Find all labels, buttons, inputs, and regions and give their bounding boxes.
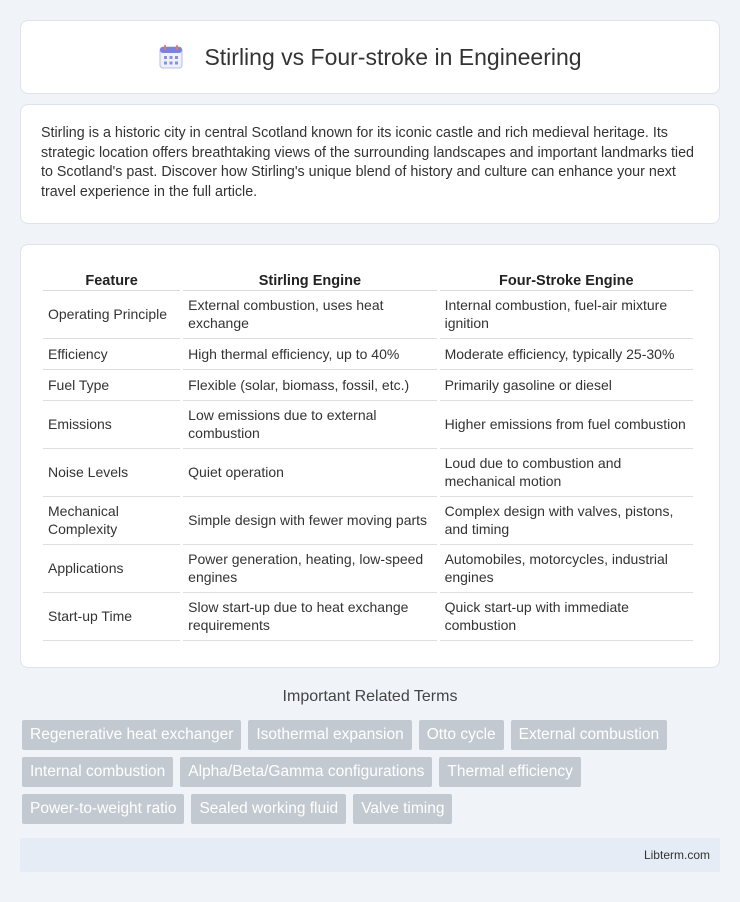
term-tag[interactable]: Sealed working fluid [191, 794, 346, 824]
table-cell: Primarily gasoline or diesel [440, 370, 693, 401]
term-tag[interactable]: Thermal efficiency [439, 757, 580, 787]
column-header: Stirling Engine [183, 265, 436, 291]
footer-site-link[interactable]: Libterm.com [643, 848, 710, 862]
table-row [43, 370, 693, 401]
table-cell: Slow start-up due to heat exchange requirements [183, 593, 436, 641]
footer [20, 838, 720, 872]
table-cell: Emissions [43, 401, 180, 449]
table-cell: Simple design with fewer moving parts [183, 497, 436, 545]
table-cell: Complex design with valves, pistons, and timing [440, 497, 693, 545]
comparison-table [40, 265, 696, 641]
table-cell: Efficiency [43, 339, 180, 370]
table-cell: Quick start-up with immediate combustion [440, 593, 693, 641]
table-header-row [43, 265, 693, 291]
table-row [43, 339, 693, 370]
table-cell: High thermal efficiency, up to 40% [183, 339, 436, 370]
intro-card [20, 104, 720, 224]
page-title: Stirling vs Four-stroke in Engineering [204, 43, 582, 70]
table-cell: Automobiles, motorcycles, industrial engines [440, 545, 693, 593]
table-cell: Higher emissions from fuel combustion [440, 401, 693, 449]
table-row [43, 401, 693, 449]
calendar-icon [158, 44, 184, 70]
table-cell: Internal combustion, fuel-air mixture ignition [440, 291, 693, 339]
term-tag[interactable]: Valve timing [353, 794, 452, 824]
table-cell: Low emissions due to external combustion [183, 401, 436, 449]
table-cell: External combustion, uses heat exchange [183, 291, 436, 339]
related-terms-heading: Important Related Terms [282, 688, 458, 705]
intro-text: Stirling is a historic city in central Scotland known for its iconic castle and rich medieval heritage. Its strategic location offers breathtaking views of the surrounding landscapes and important landmarks tied to Scotland's past. Discover how Stirling's unique blend of history and culture can enhance your next travel experience in the full article. [41, 125, 694, 200]
column-header: Feature [43, 265, 180, 291]
table-row [43, 449, 693, 497]
table-row [43, 291, 693, 339]
table-row [43, 545, 693, 593]
table-cell: Noise Levels [43, 449, 180, 497]
table-row [43, 593, 693, 641]
column-header: Four-Stroke Engine [440, 265, 693, 291]
table-row [43, 497, 693, 545]
term-tag[interactable]: Internal combustion [22, 757, 173, 787]
table-cell: Power generation, heating, low-speed engines [183, 545, 436, 593]
term-tag[interactable]: Alpha/Beta/Gamma configurations [180, 757, 432, 787]
table-cell: Operating Principle [43, 291, 180, 339]
term-tag[interactable]: Regenerative heat exchanger [22, 720, 241, 750]
table-cell: Mechanical Complexity [43, 497, 180, 545]
comparison-card [20, 244, 720, 668]
term-tag[interactable]: Power-to-weight ratio [22, 794, 184, 824]
term-tag[interactable]: Isothermal expansion [248, 720, 411, 750]
term-tag[interactable]: External combustion [511, 720, 667, 750]
header-card [20, 20, 720, 94]
table-cell: Applications [43, 545, 180, 593]
term-tag[interactable]: Otto cycle [419, 720, 504, 750]
table-cell: Fuel Type [43, 370, 180, 401]
table-cell: Loud due to combustion and mechanical motion [440, 449, 693, 497]
table-cell: Start-up Time [43, 593, 180, 641]
table-cell: Flexible (solar, biomass, fossil, etc.) [183, 370, 436, 401]
related-terms-list [22, 720, 702, 831]
table-cell: Moderate efficiency, typically 25-30% [440, 339, 693, 370]
table-cell: Quiet operation [183, 449, 436, 497]
